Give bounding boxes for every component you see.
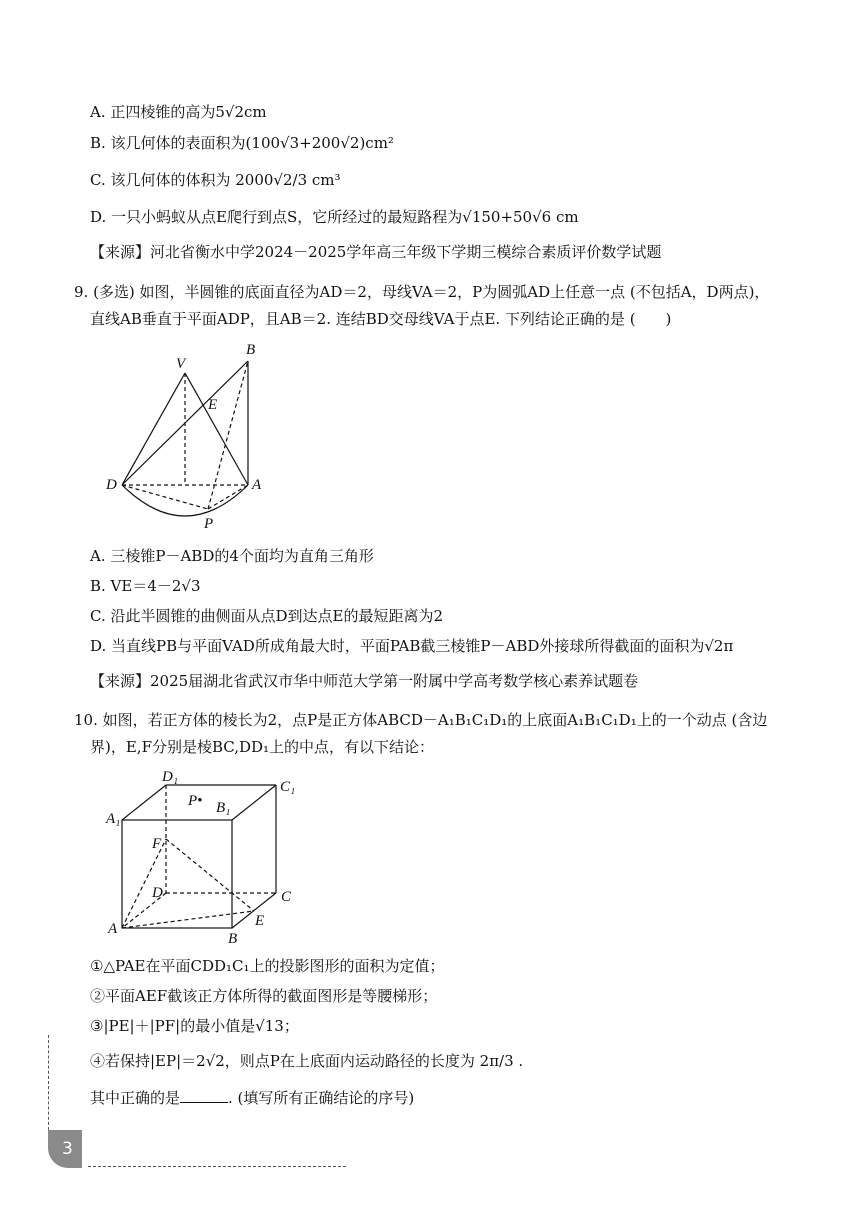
q9-stem-line2: 直线AB垂直于平面ADP，且AB＝2. 连结BD交母线VA于点E. 下列结论正确的是 ( )	[90, 310, 672, 328]
q10-conclusion-4: ④若保持|EP|＝2√2，则点P在上底面内运动路径的长度为 2π/3 .	[90, 1052, 524, 1070]
q10-cube-figure	[100, 765, 310, 945]
q10-stem-line2: 界)，E,F分别是棱BC,DD₁上的中点，有以下结论：	[90, 738, 435, 756]
label-d: D	[152, 885, 163, 901]
q10-conclusion-2: ②平面AEF截该正方体所得的截面图形是等腰梯形；	[90, 987, 438, 1005]
label-b: B	[246, 342, 256, 358]
answer-prefix: 其中正确的是	[90, 1089, 181, 1107]
q9-stem-line1: 9. (多选) 如图，半圆锥的底面直径为AD＝2，母线VA＝2，P为圆弧AD上任意一点 (不包括A，D两点)，	[74, 283, 770, 301]
q8-option-c: C. 该几何体的体积为 2000√2/3 cm³	[90, 171, 341, 189]
label-p: P•	[188, 793, 203, 809]
q9-option-b: B. VE＝4－2√3	[90, 577, 201, 595]
q10-conclusion-3: ③|PE|＋|PF|的最小值是√13；	[90, 1017, 299, 1035]
q8-option-d: D. 一只小蚂蚁从点E爬行到点S，它所经过的最短路程为√150+50√6 cm	[90, 208, 579, 226]
label-b1: B₁	[216, 800, 231, 816]
label-d1: D₁	[162, 769, 179, 785]
label-c1: C₁	[280, 779, 296, 795]
page-number: 3	[62, 1139, 73, 1159]
label-p: P	[204, 516, 214, 532]
footer-dashed-line	[88, 1166, 346, 1167]
label-a: A	[108, 921, 118, 937]
q9-source: 【来源】2025届湖北省武汉市华中师范大学第一附属中学高考数学核心素养试题卷	[90, 672, 639, 690]
label-d: D	[106, 477, 117, 493]
q9-option-a: A. 三棱锥P－ABD的4个面均为直角三角形	[90, 547, 374, 565]
q9-option-d: D. 当直线PB与平面VAD所成角最大时，平面PAB截三棱锥P－ABD外接球所得截面的面积为√2π	[90, 637, 734, 655]
q10-conclusion-1: ①△PAE在平面CDD₁C₁上的投影图形的面积为定值；	[90, 957, 445, 975]
label-f: F	[152, 836, 162, 852]
label-e: E	[208, 397, 218, 413]
q8-option-b: B. 该几何体的表面积为(100√3+200√2)cm²	[90, 134, 394, 152]
label-a: A	[252, 477, 262, 493]
q9-option-c: C. 沿此半圆锥的曲侧面从点D到达点E的最短距离为2	[90, 607, 444, 625]
label-c: C	[281, 889, 292, 905]
q8-option-a: A. 正四棱锥的高为5√2cm	[90, 103, 267, 121]
q10-answer-line	[90, 1088, 414, 1108]
margin-dashed-line	[48, 1035, 49, 1130]
label-v: V	[176, 356, 186, 372]
label-e: E	[255, 913, 265, 929]
answer-suffix: . (填写所有正确结论的序号)	[228, 1089, 415, 1107]
label-a1: A₁	[106, 811, 121, 827]
q10-stem-line1: 10. 如图，若正方体的棱长为2，点P是正方体ABCD－A₁B₁C₁D₁的上底面A₁B₁C₁D₁上的一个动点 (含边	[74, 711, 768, 729]
label-b: B	[228, 931, 238, 947]
q9-half-cone-figure	[100, 335, 280, 535]
q8-source: 【来源】河北省衡水中学2024－2025学年高三年级下学期三模综合素质评价数学试题	[90, 243, 662, 261]
answer-blank[interactable]	[180, 1088, 228, 1103]
